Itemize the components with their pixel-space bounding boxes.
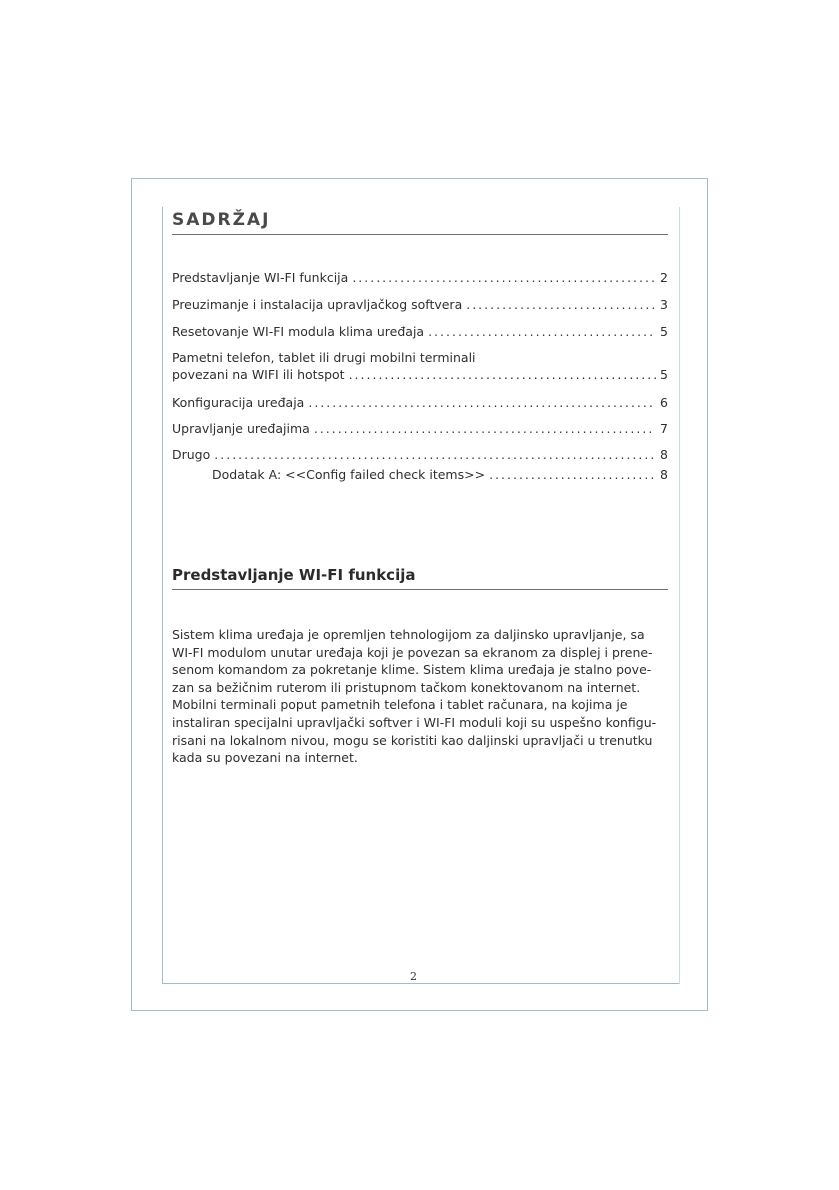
- page-inner-border-right: [679, 207, 680, 984]
- section-heading-rule: [172, 589, 668, 590]
- body-line: WI-FI modulom unutar uređaja koji je povezan sa ekranom za displej i prene-: [172, 644, 653, 660]
- body-line: risani na lokalnom nivou, mogu se koristiti kao daljinski upravljači u trenutku: [172, 732, 653, 748]
- toc-entry-page: 6: [660, 395, 668, 410]
- toc-entry-device-config[interactable]: [172, 395, 668, 411]
- toc-entry-label-line1: Pametni telefon, tablet ili drugi mobilni terminali: [172, 350, 476, 365]
- page-number: 2: [410, 970, 417, 983]
- body-line: senom komandom za pokretanje klime. Sistem klima uređaja je stalno pove-: [172, 662, 652, 678]
- toc-entry-label: Upravljanje uređajima: [172, 421, 310, 436]
- toc-entry-label: Preuzimanje i instalacija upravljačkog softvera: [172, 297, 463, 312]
- toc-entry-appendix-a[interactable]: [212, 467, 668, 483]
- toc-leader-dots: [428, 324, 654, 340]
- section-heading: Predstavljanje WI-FI funkcija: [172, 566, 416, 584]
- toc-entry-page: 7: [660, 421, 668, 436]
- toc-entry-page: 5: [660, 324, 668, 339]
- toc-entry-wifi-functions[interactable]: [172, 270, 668, 286]
- toc-entry-device-control[interactable]: [172, 421, 668, 437]
- body-line: kada su povezani na internet.: [172, 750, 358, 766]
- toc-entry-download-install[interactable]: [172, 297, 668, 313]
- body-line: instaliran specijalni upravljački softver i WI-FI moduli koji su uspešno konfigu-: [172, 714, 657, 730]
- toc-entry-label: Dodatak A: <<Config failed check items>>: [212, 467, 486, 482]
- toc-heading-rule: [172, 234, 668, 235]
- toc-leader-dots: [489, 467, 654, 483]
- toc-entry-label: Drugo: [172, 447, 211, 462]
- section-body: [172, 626, 668, 767]
- toc-entry-label: Predstavljanje WI-FI funkcija: [172, 270, 349, 285]
- body-line: Sistem klima uređaja je opremljen tehnologijom za daljinsko upravljanje, sa: [172, 627, 645, 642]
- toc-heading: SADRŽAJ: [172, 210, 271, 230]
- body-line: Mobilni terminali poput pametnih telefona i tablet računara, na kojima je: [172, 697, 628, 713]
- toc-entry-label: Resetovanje WI-FI modula klima uređaja: [172, 324, 425, 339]
- toc-leader-dots: [308, 395, 654, 411]
- toc-leader-dots: [466, 297, 654, 313]
- toc-leader-dots: [352, 270, 654, 286]
- toc-entry-page: 8: [660, 467, 668, 482]
- toc-entry-page: 8: [660, 447, 668, 462]
- toc-entry-mobile-terminals[interactable]: [172, 349, 668, 383]
- toc-entry-label: Konfiguracija uređaja: [172, 395, 305, 410]
- toc-entry-page: 2: [660, 270, 668, 285]
- toc-entry-other[interactable]: [172, 447, 668, 463]
- toc-entry-page: 5: [660, 367, 668, 382]
- toc-leader-dots: [349, 366, 656, 383]
- toc-entry-page: 3: [660, 297, 668, 312]
- toc-leader-dots: [314, 421, 654, 437]
- toc-entry-reset-module[interactable]: [172, 324, 668, 340]
- toc-entry-label-line2: povezani na WIFI ili hotspot: [172, 367, 345, 382]
- toc-leader-dots: [214, 447, 654, 463]
- body-line: zan sa bežičnim ruterom ili pristupnom tačkom konektovanom na internet.: [172, 679, 641, 695]
